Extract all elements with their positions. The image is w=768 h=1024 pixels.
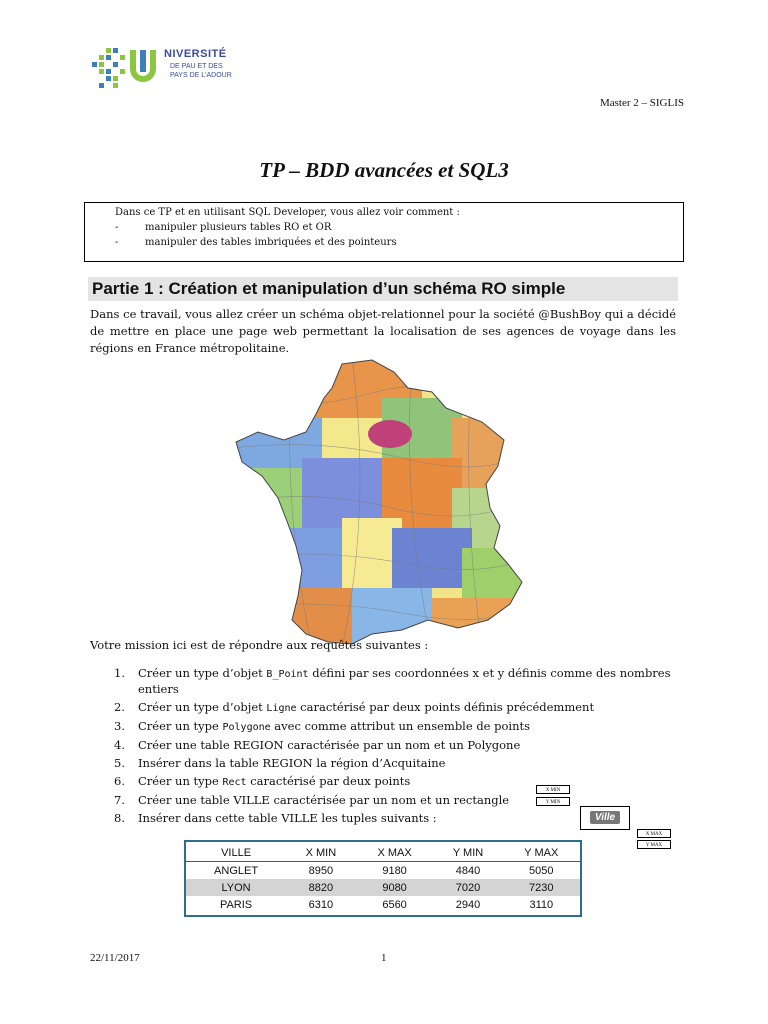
logo-dot — [99, 55, 104, 60]
list-item — [90, 738, 680, 753]
item-number: 5. — [114, 756, 125, 770]
diagram-ymin-label: Y MIN — [536, 797, 570, 806]
list-item — [90, 700, 680, 716]
table-cell: 6310 — [308, 898, 334, 911]
item-text: Créer une table REGION caractérisée par un nom et un Polygone — [138, 738, 521, 752]
item-text: Créer un type d’objet — [138, 666, 267, 680]
list-item — [90, 793, 518, 808]
logo-text-line3: PAYS DE L'ADOUR — [170, 72, 232, 79]
diagram-xmax-label: X MAX — [637, 829, 671, 838]
page-number: 1 — [381, 952, 387, 964]
intro-paragraph: Dans ce travail, vous allez créer un schéma objet-relationnel pour la société @BushBoy qui a décidé de mettre en place une page web permettant la localisation de ses agences de voyage dans les régions en France métropolitaine. — [90, 307, 676, 355]
logo-u-bar — [140, 50, 146, 72]
item-number: 1. — [114, 666, 125, 680]
logo-dot — [120, 69, 125, 74]
item-number: 7. — [114, 793, 125, 807]
table-cell: LYON — [186, 879, 286, 896]
diagram-ymax-label: Y MAX — [637, 840, 671, 849]
item-code: Polygone — [222, 722, 271, 733]
logo-dot — [113, 76, 118, 81]
list-item — [90, 756, 680, 771]
list-item — [90, 774, 680, 790]
logo-dot — [113, 83, 118, 88]
table-cell: 8820 — [286, 879, 356, 896]
item-text: Insérer dans cette table VILLE les tuples suivants : — [138, 811, 437, 825]
item-number: 2. — [114, 700, 125, 714]
request-list — [90, 666, 680, 829]
logo-dot — [99, 83, 104, 88]
intro-box — [84, 202, 684, 262]
item-text: Créer un type — [138, 774, 223, 788]
table-cell: 9080 — [356, 879, 434, 896]
table-cell: 2940 — [455, 898, 481, 911]
diagram-xmin-label: X MIN — [536, 785, 570, 794]
table-row — [186, 862, 580, 880]
diagram-ville-label: Ville — [590, 811, 620, 824]
logo-dot — [106, 55, 111, 60]
logo-text-main: NIVERSITÉ — [164, 48, 227, 60]
table-cell: 7230 — [503, 879, 580, 896]
logo-text-sub — [170, 62, 232, 80]
logo-dot — [106, 69, 111, 74]
mission-text: Votre mission ici est de répondre aux requêtes suivantes : — [90, 638, 429, 652]
item-number: 6. — [114, 774, 125, 788]
logo-dot — [106, 48, 111, 53]
france-map-image — [232, 358, 528, 648]
diagram-rectangle — [580, 806, 630, 830]
list-item — [90, 666, 680, 697]
item-code: B_Point — [266, 669, 309, 680]
intro-lead: Dans ce TP et en utilisant SQL Developer, vous allez voir comment : — [115, 207, 460, 218]
logo-dot — [92, 62, 97, 67]
item-text-end: caractérisé par deux points — [246, 774, 411, 788]
table-cell: 7020 — [434, 879, 503, 896]
table-cell: 3110 — [529, 898, 554, 911]
item-text: Insérer dans la table REGION la région d’Acquitaine — [138, 756, 446, 770]
ville-table — [184, 840, 582, 917]
item-text-end: avec comme attribut un ensemble de points — [270, 719, 531, 733]
logo-dot — [99, 62, 104, 67]
item-text: Créer une table VILLE caractérisée par un nom et un rectangle — [138, 793, 510, 807]
item-text: Créer un type — [138, 719, 223, 733]
column-header: X MAX — [356, 844, 434, 862]
logo-dot — [120, 55, 125, 60]
list-item — [90, 719, 680, 735]
table-row — [186, 879, 580, 896]
table-row — [186, 896, 580, 913]
column-header: Y MIN — [434, 844, 503, 862]
column-header: X MIN — [286, 844, 356, 862]
column-header: VILLE — [186, 844, 286, 862]
column-header: Y MAX — [503, 844, 580, 862]
intro-item: - manipuler plusieurs tables RO et OR — [115, 220, 683, 235]
item-code: Ligne — [266, 703, 297, 714]
item-text: Créer un type d’objet — [138, 700, 267, 714]
footer-date: 22/11/2017 — [90, 952, 140, 964]
item-text-end: défini par ses coordonnées x et y définis comme des nombres entiers — [138, 666, 671, 696]
table-cell: PARIS — [219, 898, 253, 911]
logo-dot — [99, 69, 104, 74]
table-header-row — [186, 844, 580, 862]
table-cell: 4840 — [455, 864, 481, 877]
item-number: 3. — [114, 719, 125, 733]
logo-dot — [106, 76, 111, 81]
item-number: 8. — [114, 811, 125, 825]
logo-dot — [113, 62, 118, 67]
intro-item: - manipuler des tables imbriquées et des pointeurs — [115, 235, 683, 250]
logo-dot — [113, 48, 118, 53]
university-logo — [92, 44, 262, 100]
table-cell: 6560 — [382, 898, 407, 911]
table-cell: 8950 — [308, 864, 334, 877]
table-cell: 5050 — [529, 864, 554, 877]
item-number: 4. — [114, 738, 125, 752]
table-cell: 9180 — [382, 864, 407, 877]
logo-text-line2: DE PAU ET DES — [170, 63, 223, 70]
table-cell: ANGLET — [214, 864, 259, 877]
course-label: Master 2 – SIGLIS — [599, 97, 684, 109]
item-text-end: caractérisé par deux points définis précédemment — [296, 700, 595, 714]
item-code: Rect — [222, 777, 247, 788]
page-title: TP – BDD avancées et SQL3 — [259, 158, 509, 182]
section-heading: Partie 1 : Création et manipulation d’un schéma RO simple — [88, 277, 678, 301]
